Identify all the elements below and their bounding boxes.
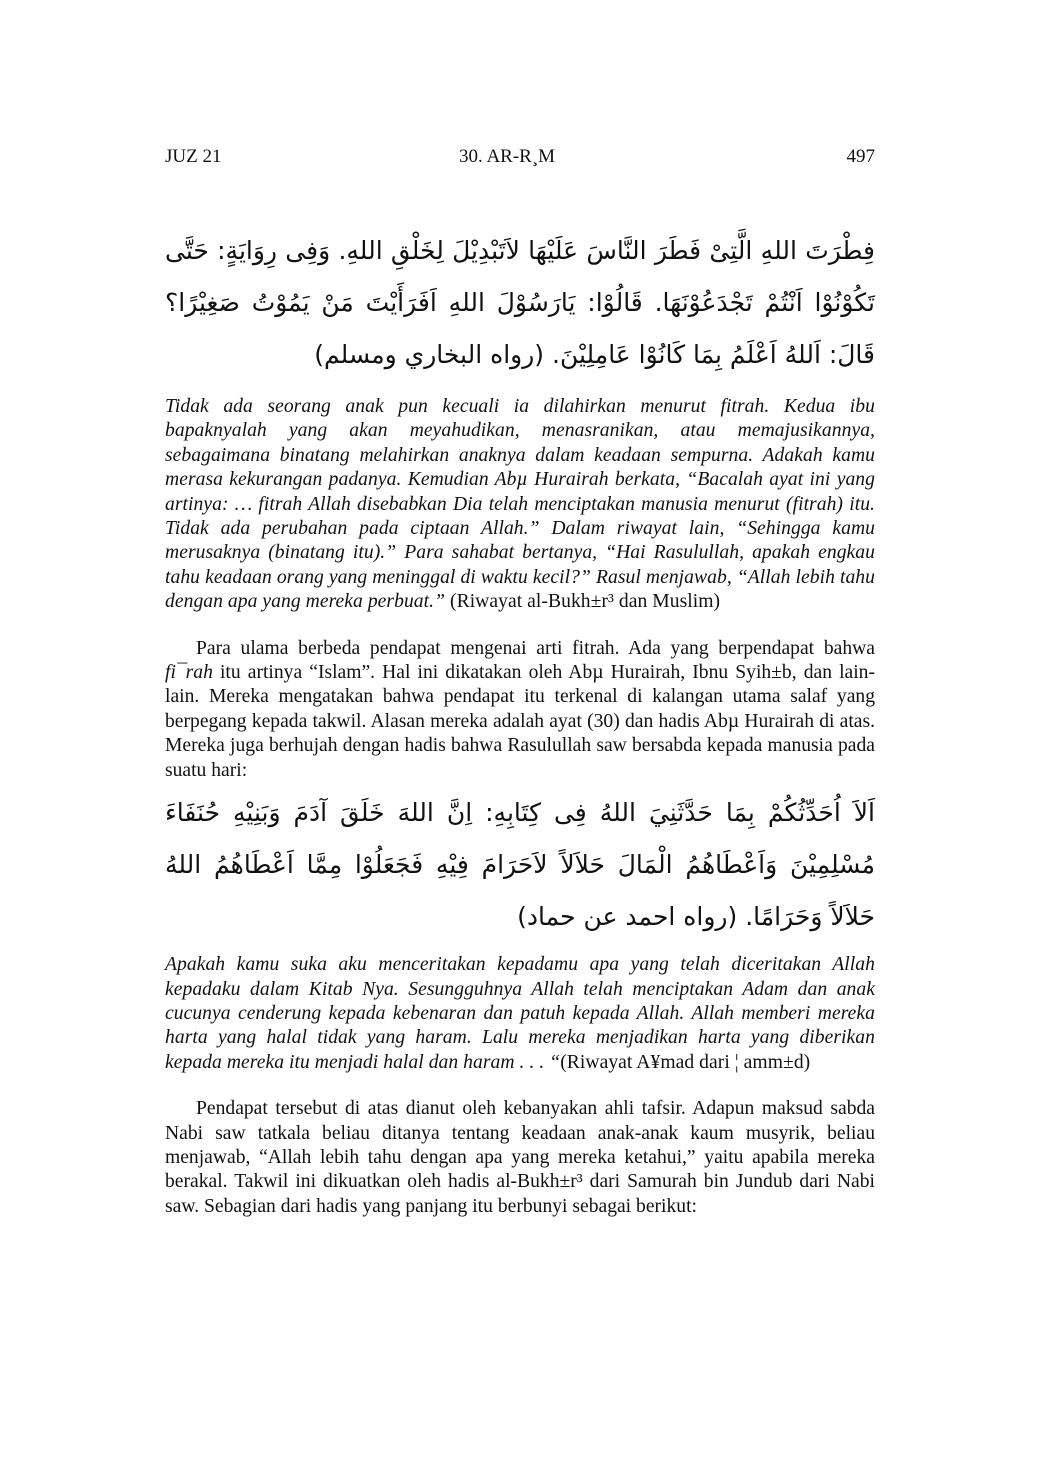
hadith-2-arabic: اَلاَ اُحَدِّثُكُمْ بِمَا حَدَّثَنِيَ اللهُ فِى كِتَابِهِ: اِنَّ اللهَ خَلَقَ آدَمَ وَبَنِيْهِ حُنَفَاءَ مُسْلِمِيْنَ وَاَعْطَاهُمُ الْمَالَ حَلاَلاً لاَحَرَامَ فِيْهِ فَجَعَلُوْا مِمَّا اَعْطَاهُمُ اللهُ حَلاَلاً وَحَرَامًا. (رواه احمد عن حماد) — [165, 798, 875, 932]
hadith-2-translation-text: Apakah kamu suka aku menceritakan kepadamu apa yang telah diceritakan Allah kepadaku dalam Kitab Nya. Sesungguhnya Allah telah menciptakan Adam dan anak cucunya cenderung kepada kebenaran dan patuh kepada Allah. Allah memberi mereka harta yang halal tidak yang haram. Lalu mereka menjadikan harta yang diberikan kepada mereka itu menjadi halal dan haram . . . “ — [165, 954, 875, 1073]
paragraph-1-part-a: Para ulama berbeda pendapat mengenai arti fitrah. Ada yang berpendapat bahwa — [196, 637, 875, 659]
page-header — [165, 146, 875, 176]
hadith-2-translation — [165, 953, 875, 1075]
section-gap — [165, 1075, 875, 1097]
page-body — [165, 225, 875, 1219]
paragraph-1-part-b: itu artinya “Islam”. Hal ini dikatakan oleh Abµ Hurairah, Ibnu Syih±b, dan lain-lain. Mereka mengatakan bahwa pendapat itu terkenal di kalangan utama salaf yang berpegang kepada takwil. Alasan mereka adalah ayat (30) dan hadis Abµ Hurairah di atas. Mereka juga berhujah dengan hadis bahwa Rasulullah saw bersabda kepada manusia pada suatu hari: — [165, 662, 875, 781]
hadith-1-arabic: فِطْرَتَ اللهِ الَّتِىْ فَطَرَ النَّاسَ عَلَيْهَا لاَتَبْدِيْلَ لِخَلْقِ اللهِ. وَفِى رِوَايَةٍ: حَتَّى تَكُوْنُوْا اَنْتُمْ تَجْدَعُوْنَهَا. قَالُوْا: يَارَسُوْلَ اللهِ اَفَرَأَيْتَ مَنْ يَمُوْتُ صَغِيْرًا؟ قَالَ: اَللهُ اَعْلَمُ بِمَا كَانُوْا عَامِلِيْنَ. (رواه البخاري ومسلم) — [165, 236, 875, 369]
section-gap — [165, 615, 875, 637]
hadith-2-source: (Riwayat A¥mad dari ¦ amm±d) — [560, 1051, 811, 1073]
hadith-1-source: (Riwayat al-Bukh±r³ dan Muslim) — [445, 591, 721, 613]
paragraph-1-term: fi¯rah — [165, 662, 213, 684]
paragraph-2: Pendapat tersebut di atas dianut oleh kebanyakan ahli tafsir. Adapun maksud sabda Nabi saw tatkala beliau ditanya tentang keadaan anak-anak kaum musyrik, beliau menjawab, “Allah lebih tahu dengan apa yang mereka ketahui,” yaitu apabila mereka berakal. Takwil ini dikuatkan oleh hadis al-Bukh±r³ dari Samurah bin Jundub dari Nabi saw. Sebagian dari hadis yang panjang itu berbunyi sebagai berikut: — [165, 1098, 875, 1217]
hadith-1-translation — [165, 395, 875, 615]
surah-title: 30. AR-R¸M — [459, 146, 556, 167]
page-number: 497 — [846, 146, 875, 167]
paragraph-1 — [165, 637, 875, 783]
juz-label: JUZ 21 — [165, 146, 222, 167]
hadith-1-translation-text: Tidak ada seorang anak pun kecuali ia dilahirkan menurut fitrah. Kedua ibu bapaknyalah yang akan meyahudikan, menasranikan, atau memajusikannya, sebagaimana binatang melahirkan anaknya dalam keadaan sempurna. Adakah kamu merasa kekurangan padanya. Kemudian Abµ Hurairah berkata, “Bacalah ayat ini yang artinya: … fitrah Allah disebabkan Dia telah menciptakan manusia menurut (fitrah) itu. Tidak ada perubahan pada ciptaan Allah.” Dalam riwayat lain, “Sehingga kamu merusaknya (binatang itu).” Para sahabat bertanya, “Hai Rasulullah, apakah engkau tahu keadaan orang yang meninggal di waktu kecil?” Rasul menjawab, “Allah lebih tahu dengan apa yang mereka perbuat.” — [165, 396, 875, 613]
